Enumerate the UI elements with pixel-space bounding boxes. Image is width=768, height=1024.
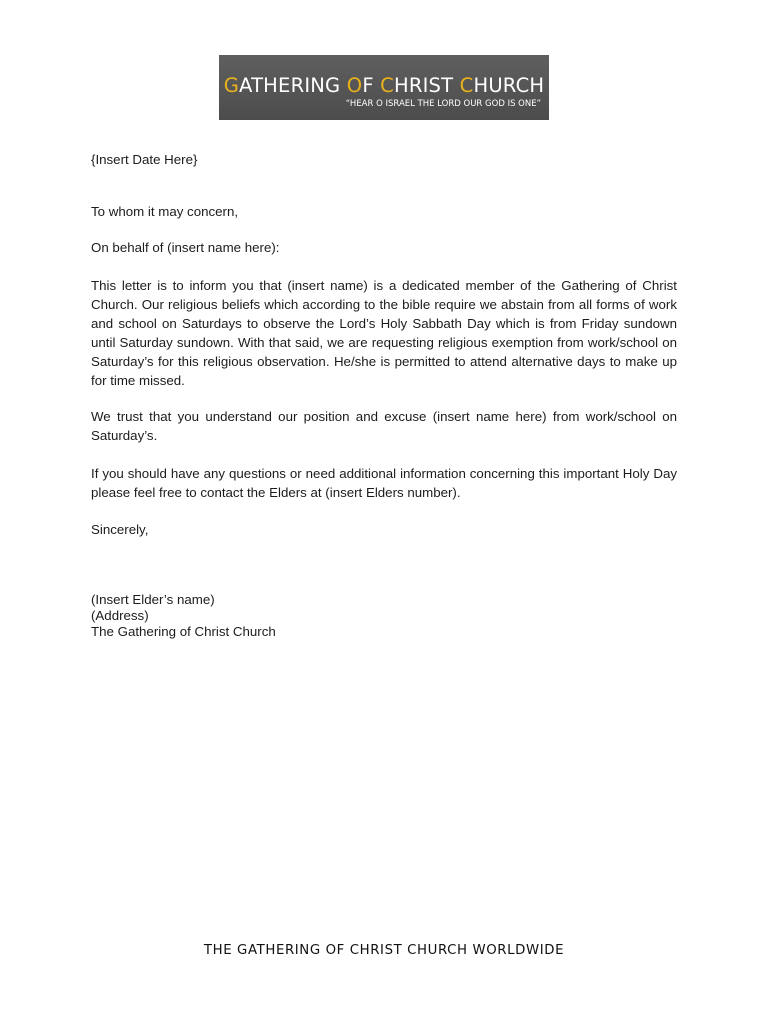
letter-closing: Sincerely, <box>91 522 149 537</box>
letterhead-title-part: HRIST <box>393 74 460 97</box>
letterhead-title-part: C <box>459 74 474 97</box>
signature-name: (Insert Elder’s name) <box>91 592 215 607</box>
letterhead-title-part: HURCH <box>473 74 545 97</box>
signature-address: (Address) <box>91 608 149 623</box>
letterhead-title-part: ATHERING <box>239 74 347 97</box>
letter-date: {Insert Date Here} <box>91 152 198 167</box>
letter-paragraph-1: This letter is to inform you that (insert name) is a dedicated member of the Gathering of Christ Church. Our religious beliefs which according to the bible require we abstain from all forms of work and school on Saturdays to observe the Lord’s Holy Sabbath Day which is from Friday sundown until Saturday sundown. With that said, we are requesting religious exemption from work/school on Saturday’s for this religious observation. He/she is permitted to attend alternative days to make up for time missed. <box>91 278 677 388</box>
letterhead-tagline: “HEAR O ISRAEL THE LORD OUR GOD IS ONE” <box>345 99 541 109</box>
letterhead-title-part: C <box>380 74 394 97</box>
letter-salutation: To whom it may concern, <box>91 204 239 219</box>
letterhead-title-part: O <box>346 74 363 97</box>
letter-paragraph-3: If you should have any questions or need additional information concerning this important Holy Day please feel free to contact the Elders at (insert Elders number). <box>91 466 677 500</box>
page-footer: THE GATHERING OF CHRIST CHURCH WORLDWIDE <box>203 943 565 958</box>
letterhead-banner <box>219 55 549 120</box>
letterhead-title-part: F <box>362 74 381 97</box>
letterhead-title-part: G <box>223 74 240 97</box>
letter-paragraph-2: We trust that you understand our position and excuse (insert name here) from work/school on Saturday’s. <box>91 409 677 443</box>
letter-on-behalf: On behalf of (insert name here): <box>91 240 280 255</box>
letterhead-title <box>219 75 549 97</box>
signature-organization: The Gathering of Christ Church <box>91 624 276 639</box>
